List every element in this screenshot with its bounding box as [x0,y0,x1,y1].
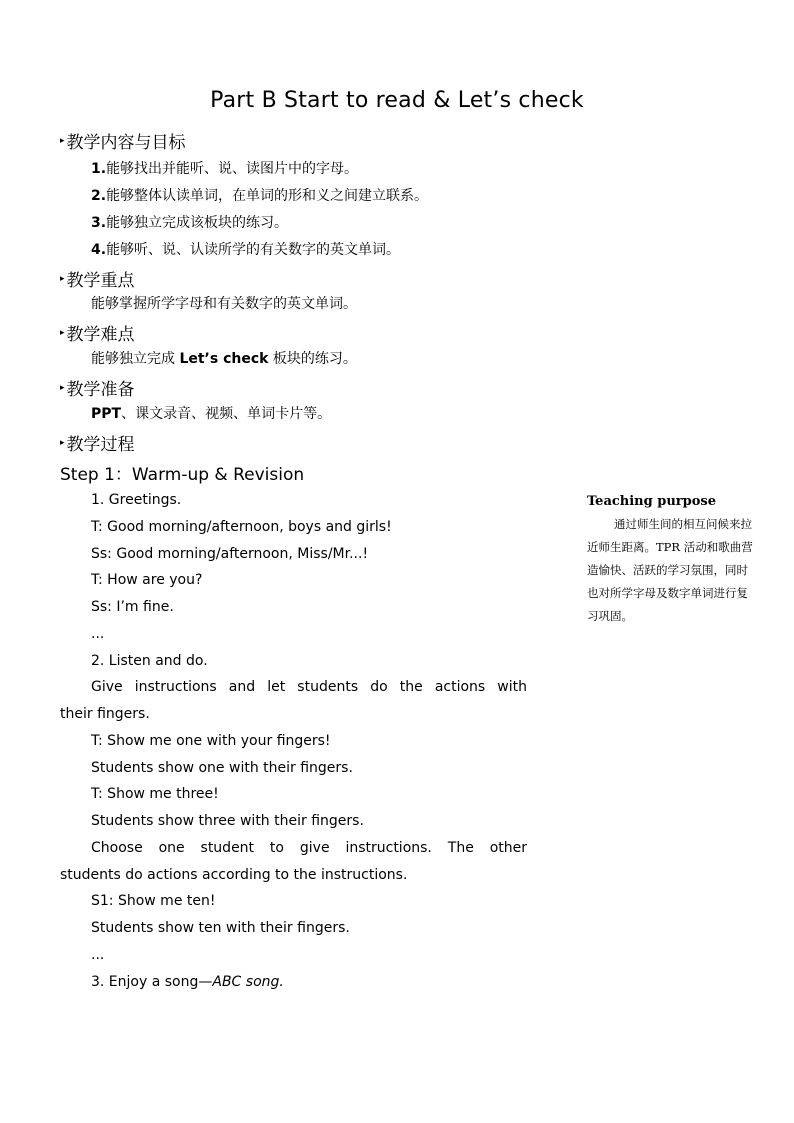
section-label: 教学难点 [66,325,135,345]
section-heading-preparation [60,375,135,400]
procedure-line: Students show three with their fingers. [91,813,364,829]
procedure-line: Ss: Good morning/afternoon, Miss/Mr...! [91,546,369,562]
procedure-line: Students show ten with their fingers. [91,920,350,936]
bullet-arrow-icon: ▸ [60,274,65,284]
procedure-line: T: Show me three! [91,786,219,802]
goal-item: 3.能够独立完成该板块的练习。 [91,215,289,231]
bullet-arrow-icon: ▸ [60,328,65,338]
goal-item: 1.能够找出并能听、说、读图片中的字母。 [91,161,359,177]
section-heading-process [60,430,135,455]
procedure-line: T: Good morning/afternoon, boys and girls! [91,519,392,535]
step-heading: Step 1：Warm-up & Revision [60,465,305,485]
section-label: 教学准备 [66,380,135,400]
section-label: 教学内容与目标 [66,133,186,153]
section-label: 教学重点 [66,271,135,291]
procedure-line: students do actions according to the instructions. [60,867,408,883]
procedure-line: ... [91,947,105,963]
difficulty-text: 能够独立完成 Let’s check 板块的练习。 [91,351,357,367]
section-heading-difficulties [60,320,135,345]
bullet-arrow-icon: ▸ [60,136,65,146]
section-heading-key-points [60,266,135,291]
procedure-line: T: Show me one with your fingers! [91,733,331,749]
preparation-text: PPT、课文录音、视频、单词卡片等。 [91,406,332,422]
section-heading-objectives [60,128,186,153]
procedure-line: 1. Greetings. [91,492,182,508]
goal-item: 4.能够听、说、认读所学的有关数字的英文单词。 [91,242,401,258]
page-title: Part B Start to read & Let’s check [210,88,584,113]
procedure-line: Choose one student to give instructions. The other [91,840,527,856]
procedure-line: S1: Show me ten! [91,893,216,909]
procedure-line: T: How are you? [91,572,203,588]
key-point-text: 能够掌握所学字母和有关数字的英文单词。 [91,296,357,312]
bullet-arrow-icon: ▸ [60,438,65,448]
bullet-arrow-icon: ▸ [60,383,65,393]
teaching-purpose-text: 通过师生间的相互问候来拉近师生距离。TPR 活动和歌曲营造愉快、活跃的学习氛围，同时也对所学字母及数字单词进行复习巩固。 [587,517,753,623]
procedure-line: Students show one with their fingers. [91,760,353,776]
procedure-line: ... [91,626,105,642]
teaching-purpose-title: Teaching purpose [587,494,716,509]
procedure-line: 2. Listen and do. [91,653,208,669]
procedure-line: Ss: I’m fine. [91,599,174,615]
procedure-line: Give instructions and let students do the actions with [91,679,527,695]
procedure-line: 3. Enjoy a song—ABC song. [91,974,284,990]
procedure-line: their fingers. [60,706,150,722]
section-label: 教学过程 [66,435,135,455]
goal-item: 2.能够整体认读单词，在单词的形和义之间建立联系。 [91,188,429,204]
